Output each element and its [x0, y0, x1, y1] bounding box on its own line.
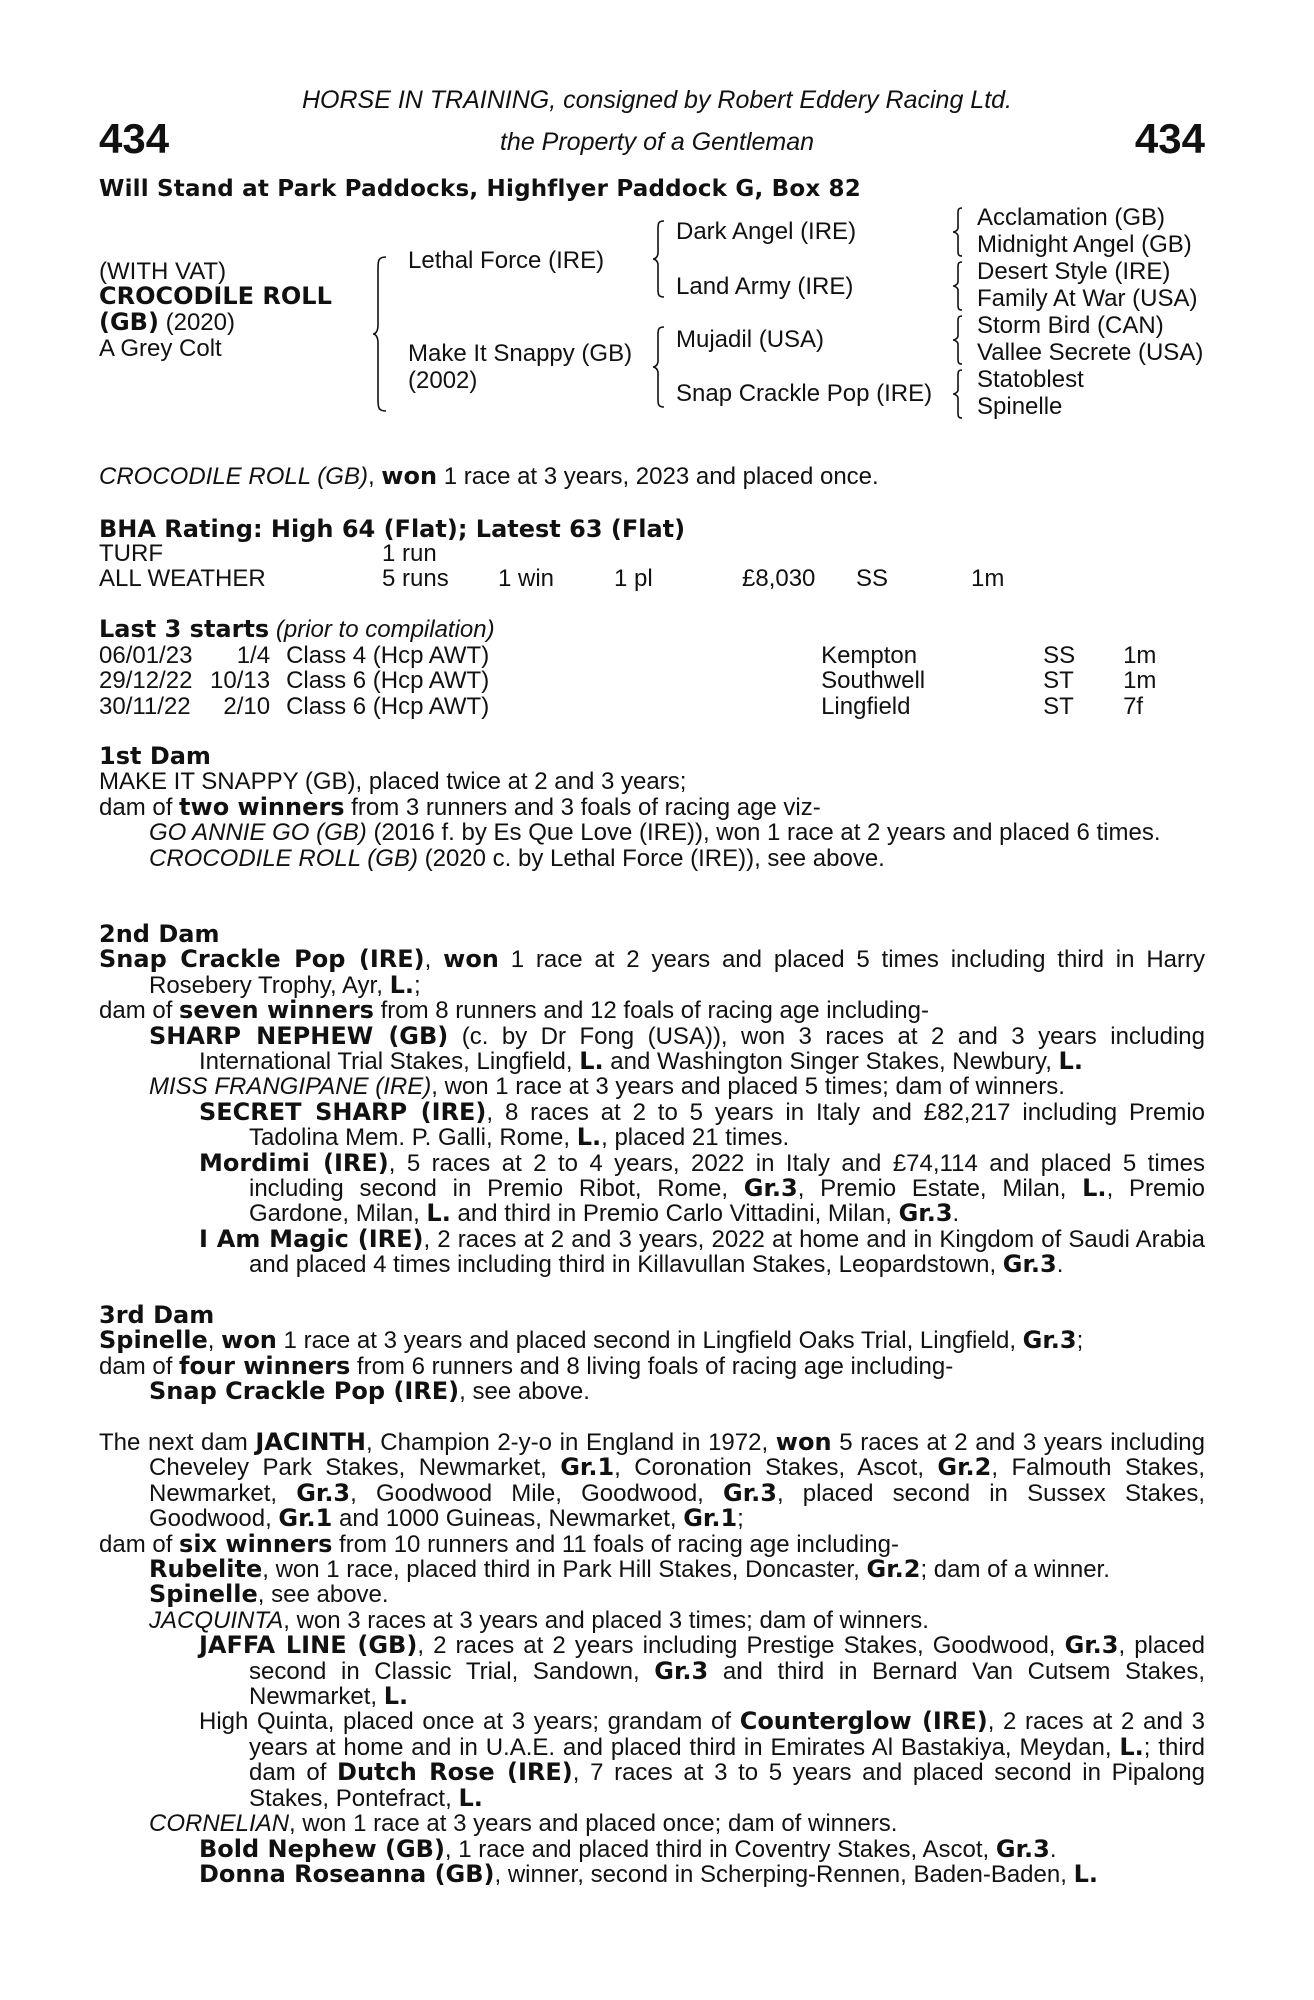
pedigree-sd-sire: Desert Style (IRE) [977, 258, 1171, 285]
produce-miss-frangipane: MISS FRANGIPANE (IRE), won 1 race at 3 years and placed 5 times; dam of winners. [149, 1073, 1065, 1101]
pedigree-dam: Make It Snappy (GB) [408, 340, 633, 367]
horse-name: CROCODILE ROLL [99, 282, 332, 310]
horse-description: A Grey Colt [99, 335, 222, 362]
start-row: 06/01/23 1/4 Class 4 (Hcp AWT) Kempton SS 1m [99, 642, 1157, 669]
lot-number-right: 434 [1134, 115, 1205, 162]
race-summary: CROCODILE ROLL (GB), won 1 race at 3 years, 2023 and placed once. [99, 462, 879, 490]
vat-label: (WITH VAT) [99, 258, 227, 285]
consignor-line: HORSE IN TRAINING, consigned by Robert Eddery Racing Ltd. [301, 86, 1012, 114]
third-dam-heading: 3rd Dam [99, 1301, 215, 1329]
brace-ds [952, 314, 966, 366]
pedigree-sire-dam: Land Army (IRE) [676, 273, 854, 300]
first-dam-section: 1st Dam MAKE IT SNAPPY (GB), placed twice at 2 and 3 years; dam of two winners from 3 runners and 3 foals of racing age viz- GO ANNIE GO (GB) (2016 f. by Es Que Love (IRE)), won 1 race at 2 years and placed 6 times. CROCODILE ROLL (GB) (2020 c. by Lethal Force (IRE)), see above. [99, 744, 1205, 871]
pedigree-ss-dam: Midnight Angel (GB) [977, 231, 1192, 258]
pedigree-ds-sire: Storm Bird (CAN) [977, 312, 1164, 339]
start-row: 30/11/22 2/10 Class 6 (Hcp AWT) Lingfield ST 7f [99, 692, 1144, 720]
bha-rating: BHA Rating: High 64 (Flat); Latest 63 (Flat) [99, 515, 686, 543]
pedigree-dam-dam: Snap Crackle Pop (IRE) [676, 380, 933, 407]
lot-number-left: 434 [99, 115, 170, 162]
brace-sire-dam [372, 255, 392, 413]
produce-i-am-magic: I Am Magic (IRE), 2 races at 2 and 3 years, 2022 at home and in Kingdom of Saudi Arabia and placed 4 times including third in Killavullan Stakes, Leopardstown, Gr.3. [199, 1224, 1206, 1279]
pedigree-dd-dam: Spinelle [977, 393, 1063, 420]
produce-jaffa-line: JAFFA LINE (GB), 2 races at 2 years including Prestige Stakes, Goodwood, Gr.3, placed second in Classic Trial, Sandown, Gr.3 and third in Bernard Van Cutsem Stakes, Newmarket, L. [199, 1631, 1205, 1711]
produce-jacquinta: JACQUINTA, won 3 races at 3 years and placed 3 times; dam of winners. [149, 1606, 929, 1634]
property-line: the Property of a Gentleman [499, 128, 815, 156]
produce-mordimi: Mordimi (IRE), 5 races at 2 to 4 years, 2022 in Italy and £74,114 and placed 5 times including second in Premio Ribot, Rome, Gr.3, Premio Estate, Milan, L., Premio Gardone, Milan, L. and third in Premio Carlo Vittadini, Milan, Gr.3. [199, 1148, 1206, 1228]
first-dam-heading: 1st Dam [99, 742, 211, 770]
produce-secret-sharp: SECRET SHARP (IRE), 8 races at 2 to 5 years in Italy and £82,217 including Premio Tadolina Mem. P. Galli, Rome, L., placed 21 times. [199, 1097, 1205, 1152]
horse-origin-year: (GB) (2020) [99, 308, 235, 336]
next-dam-section: The next dam JACINTH, Champion 2-y-o in England in 1972, won 5 races at 2 and 3 years including Cheveley Park Stakes, Newmarket, Gr.1, Coronation Stakes, Ascot, Gr.2, Falmouth Stakes, Newmarket, Gr.3, Goodwood Mile, Goodwood, Gr.3, placed second in Sussex Stakes, Goodwood, Gr.1 and 1000 Guineas, Newmarket, Gr.1; dam of six winners from 10 runners and 11 foals of racing age including- Rubelite, won 1 race, placed third in Park Hill Stakes, Doncaster, Gr.2; dam of a winner. Spinelle, see above. JACQUINTA, won 3 races at 3 years and placed 3 times; dam of winners. JAFFA LINE (GB), 2 races at 2 years including Prestige Stakes, Goodwood, Gr.3, placed second in Classic Trial, Sandown, Gr.3 and third in Bernard Van Cutsem Stakes, Newmarket, L. High Quinta, placed once at 3 years; grandam of Counterglow (IRE), 2 races at 2 and 3 years at home and in U.A.E. and placed third in Emirates Al Bastakiya, Meydan, L.; third dam of Dutch Rose (IRE), 7 races at 3 to 5 years and placed second in Pipalong Stakes, Pontefract, L. CORNELIAN, won 1 race at 3 years and placed once; dam of winners. Bold Nephew (GB), 1 race and placed third in Coventry Stakes, Ascot, Gr.3. Donna Roseanna (GB), winner, second in Scherping-Rennen, Baden-Baden, L. [99, 1428, 1205, 1888]
stand-location: Will Stand at Park Paddocks, Highflyer Paddock G, Box 82 [99, 176, 861, 202]
record-table [99, 541, 1004, 592]
pedigree-sire-sire: Dark Angel (IRE) [676, 218, 857, 245]
pedigree-dam-year: (2002) [408, 367, 478, 394]
produce-donna-roseanna: Donna Roseanna (GB), winner, second in Scherping-Rennen, Baden-Baden, L. [199, 1859, 1098, 1888]
pedigree-dam-sire: Mujadil (USA) [676, 326, 825, 353]
record-row-aw: ALL WEATHER 5 runs 1 win 1 pl £8,030 SS 1m [99, 565, 1005, 593]
second-dam-section: 2nd Dam Snap Crackle Pop (IRE), won 1 race at 2 years and placed 5 times including third in Harry Rosebery Trophy, Ayr, L.; dam of seven winners from 8 runners and 12 foals of racing age including- SHARP NEPHEW (GB) (c. by Dr Fong (USA)), won 3 races at 2 and 3 years including International Trial Stakes, Lingfield, L. and Washington Singer Stakes, Newbury, L. MISS FRANGIPANE (IRE), won 1 race at 3 years and placed 5 times; dam of winners. SECRET SHARP (IRE), 8 races at 2 to 5 years in Italy and £82,217 including Premio Tadolina Mem. P. Galli, Rome, L., placed 21 times. Mordimi (IRE), 5 races at 2 to 4 years, 2022 in Italy and £74,114 and placed 5 times including second in Premio Ribot, Rome, Gr.3, Premio Estate, Milan, L., Premio Gardone, Milan, L. and third in Premio Carlo Vittadini, Milan, Gr.3. I Am Magic (IRE), 2 races at 2 and 3 years, 2022 at home and in Kingdom of Saudi Arabia and placed 4 times including third in Killavullan Stakes, Leopardstown, Gr.3. [99, 920, 1206, 1279]
last-starts-table [99, 643, 1156, 719]
last-starts-heading: Last 3 starts (prior to compilation) [99, 615, 495, 643]
brace-dd [952, 368, 966, 420]
produce-crocodile-roll: CROCODILE ROLL (GB) (2020 c. by Lethal Force (IRE)), see above. [149, 844, 885, 872]
second-dam-heading: 2nd Dam [99, 920, 220, 948]
brace-ss [952, 206, 966, 258]
produce-sharp-nephew: SHARP NEPHEW (GB) (c. by Dr Fong (USA)), won 3 races at 2 and 3 years including International Trial Stakes, Lingfield, L. and Washington Singer Stakes, Newbury, L. [149, 1021, 1205, 1076]
start-row: 29/12/22 10/13 Class 6 (Hcp AWT) Southwell ST 1m [99, 667, 1157, 695]
brace-dam-parents [652, 325, 668, 409]
pedigree-ds-dam: Vallee Secrete (USA) [977, 339, 1204, 366]
produce-bold-nephew: Bold Nephew (GB), 1 race and placed third in Coventry Stakes, Ascot, Gr.3. [199, 1834, 1057, 1863]
produce-rubelite: Rubelite, won 1 race, placed third in Park Hill Stakes, Doncaster, Gr.2; dam of a winner. [149, 1555, 1110, 1584]
pedigree-sire: Lethal Force (IRE) [408, 247, 605, 274]
pedigree-ss-sire: Acclamation (GB) [977, 204, 1166, 231]
produce-go-annie-go: GO ANNIE GO (GB) (2016 f. by Es Que Love (IRE)), won 1 race at 2 years and placed 6 times. [149, 819, 1161, 847]
brace-sd [952, 260, 966, 312]
produce-high-quinta: High Quinta, placed once at 3 years; grandam of Counterglow (IRE), 2 races at 2 and 3 years at home and in U.A.E. and placed third in Emirates Al Bastakiya, Meydan, L.; third dam of Dutch Rose (IRE), 7 races at 3 to 5 years and placed second in Pipalong Stakes, Pontefract, L. [199, 1707, 1205, 1812]
pedigree-sd-dam: Family At War (USA) [977, 285, 1198, 312]
produce-cornelian: CORNELIAN, won 1 race at 3 years and placed once; dam of winners. [149, 1810, 898, 1838]
next-dam-jacinth: The next dam JACINTH, Champion 2-y-o in England in 1972, won 5 races at 2 and 3 years including Cheveley Park Stakes, Newmarket, Gr.1, Coronation Stakes, Ascot, Gr.2, Falmouth Stakes, Newmarket, Gr.3, Goodwood Mile, Goodwood, Gr.3, placed second in Sussex Stakes, Goodwood, Gr.1 and 1000 Guineas, Newmarket, Gr.1; [99, 1428, 1205, 1533]
third-dam-section: 3rd Dam Spinelle, won 1 race at 3 years and placed second in Lingfield Oaks Trial, Lingfield, Gr.3; dam of four winners from 6 runners and 8 living foals of racing age including- Snap Crackle Pop (IRE), see above. [99, 1303, 1205, 1405]
record-row-turf: TURF 1 run [99, 540, 437, 567]
produce-spinelle: Spinelle, see above. [149, 1580, 389, 1609]
produce-snap-crackle-pop: Snap Crackle Pop (IRE), see above. [149, 1377, 590, 1406]
pedigree-dd-sire: Statoblest [977, 366, 1084, 393]
brace-sire-parents [652, 219, 668, 299]
